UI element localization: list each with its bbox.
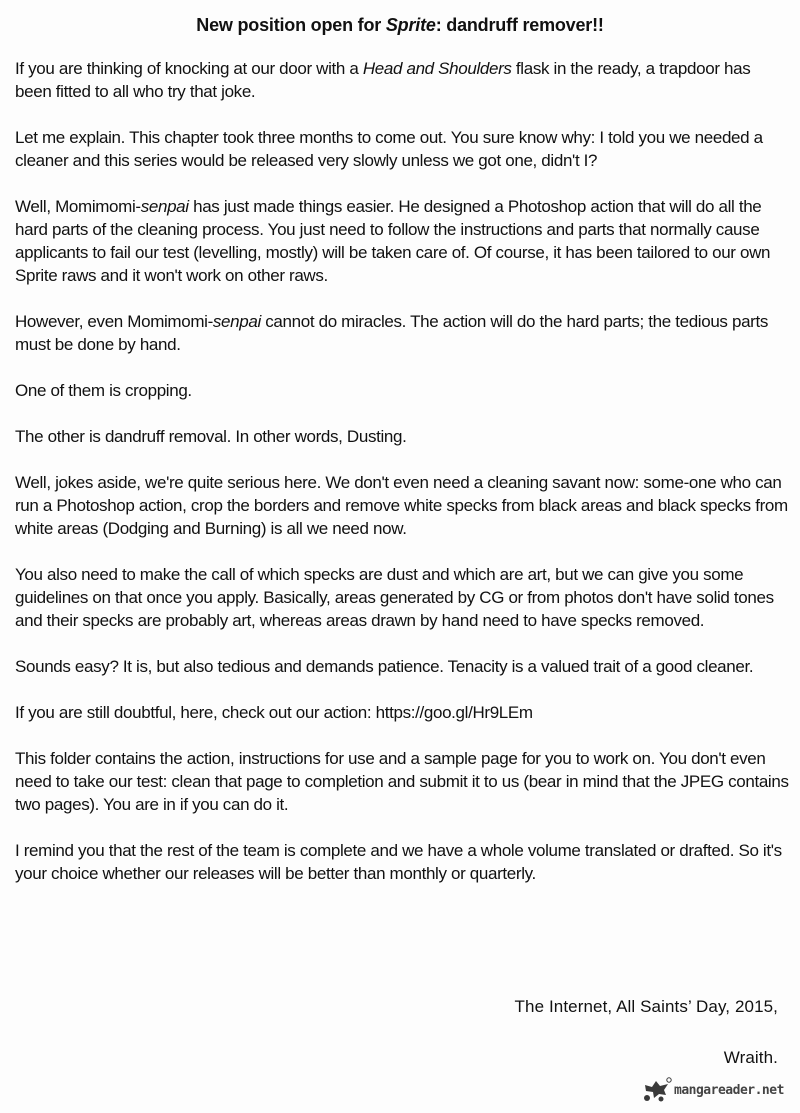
paragraph-folder: This folder contains the action, instructions for use and a sample page for you to work on. You don't even need to take our test: clean that page to completion and submit it to us (bear in mind that the JPEG contains two pages). You are in if you can do it. (15, 749, 789, 814)
watermark-text: mangareader.net (674, 1082, 784, 1098)
paragraph-senpai-action (15, 195, 790, 287)
paragraph-dusting: The other is dandruff removal. In other words, Dusting. (15, 427, 407, 446)
paragraph-no-miracles (15, 310, 790, 356)
mangareader-logo-icon (642, 1077, 672, 1103)
signoff-date-line: The Internet, All Saints’ Day, 2015, (514, 997, 778, 1016)
paragraph-head-and-shoulders (15, 57, 790, 103)
paragraph-explain: Let me explain. This chapter took three months to come out. You sure know why: I told you we needed a cleaner and this series would be released very slowly unless we got one, didn't I? (15, 128, 763, 170)
para-text: However, even Momimomi- (15, 312, 213, 331)
para-text: flask in the ready, a trapdoor has been fitted to all who try that joke. (15, 59, 751, 101)
para-italic: senpai (140, 197, 189, 216)
paragraph-doubtful (15, 701, 790, 724)
paragraph-cropping: One of them is cropping. (15, 381, 192, 400)
paragraph-jokes-aside: Well, jokes aside, we're quite serious here. We don't even need a cleaning savant now: some-one who can run a Photoshop action, crop the borders and remove white specks from black areas and black specks from white areas (Dodging and Burning) is all we need now. (15, 473, 788, 538)
para-text: Well, Momimomi- (15, 197, 141, 216)
para-text: If you are thinking of knocking at our door with a (15, 59, 363, 78)
para-italic: senpai (212, 312, 261, 331)
para-text: cannot do miracles. The action will do the hard parts; the tedious parts must be done by hand. (15, 312, 769, 354)
para-italic: Head and Shoulders (362, 59, 512, 78)
paragraph-sounds-easy: Sounds easy? It is, but also tedious and demands patience. Tenacity is a valued trait of a good cleaner. (15, 657, 754, 676)
paragraph-dust-or-art: You also need to make the call of which specks are dust and which are art, but we can give you some guidelines on that once you apply. Basically, areas generated by CG or from photos don't have solid tones and their specks are probably art, whereas areas drawn by hand need to have specks removed. (15, 565, 774, 630)
para-text: If you are still doubtful, here, check out our action: (15, 703, 376, 722)
title-italic: Sprite (385, 15, 436, 35)
page-title (0, 13, 800, 37)
letter-body (15, 57, 790, 908)
title-pre: New position open for (196, 15, 386, 35)
paragraph-remind: I remind you that the rest of the team is complete and we have a whole volume translated or drafted. So it's your choice whether our releases will be better than monthly or quarterly. (15, 841, 782, 883)
title-post: : dandruff remover!! (435, 15, 604, 35)
para-text: has just made things easier. He designed a Photoshop action that will do all the hard parts of the cleaning process. You just need to follow the instructions and parts that normally cause applicants to fail our test (levelling, mostly) will be taken care of. Of course, it has been tailored to our own Sprite raws and it won't work on other raws. (15, 197, 771, 285)
signoff-signature: Wraith. (723, 1048, 778, 1067)
action-link[interactable]: https://goo.gl/Hr9LEm (375, 703, 533, 722)
watermark (642, 1076, 797, 1104)
